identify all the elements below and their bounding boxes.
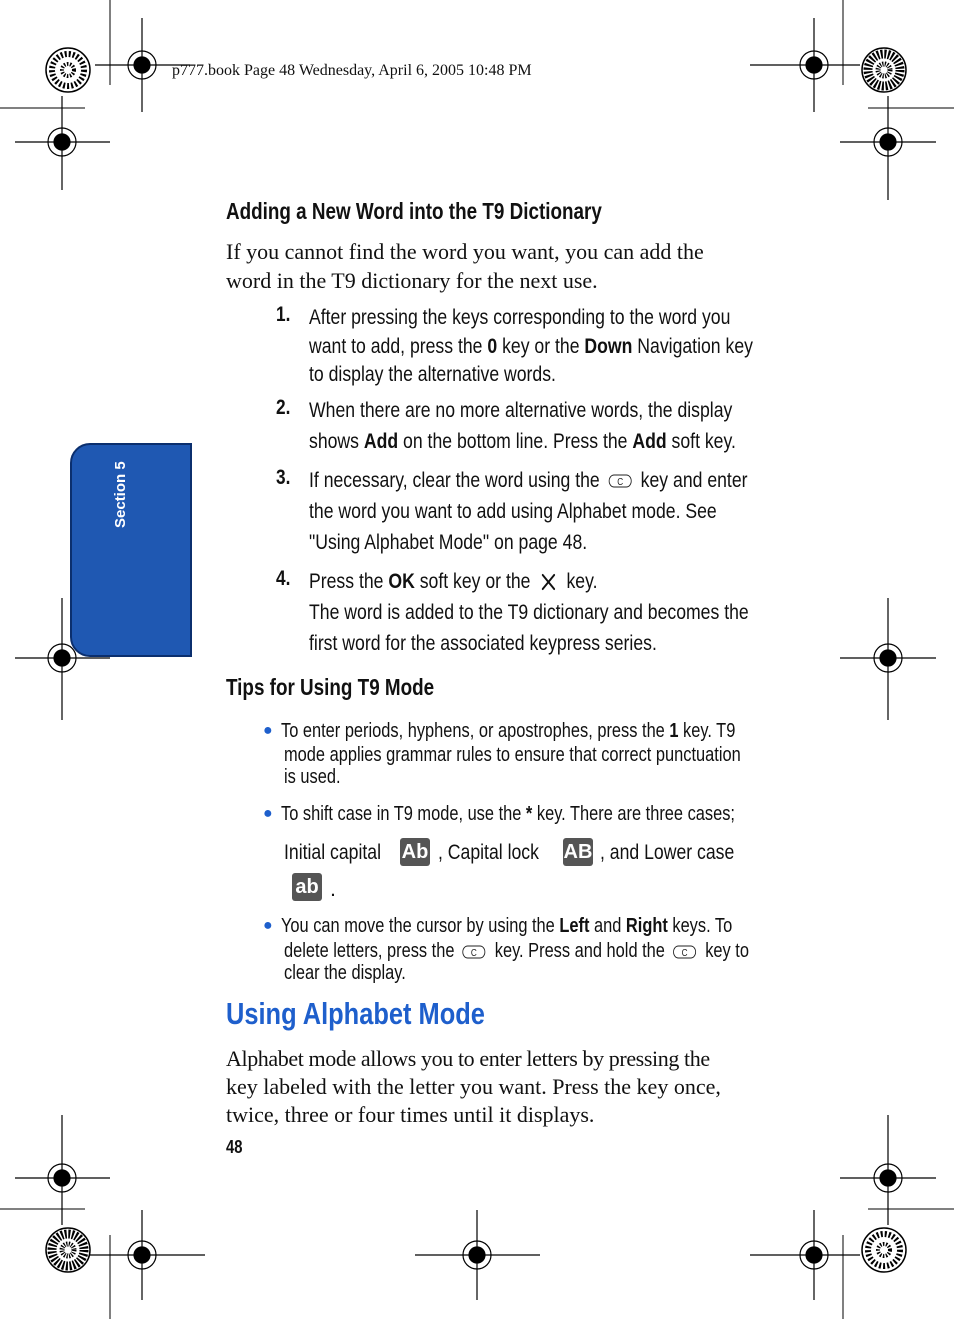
- text-run: mode applies grammar rules to ensure that correct punctuation: [284, 744, 741, 766]
- step-line: [309, 426, 736, 456]
- text-run: Press the: [309, 569, 389, 593]
- text-run: is used.: [284, 766, 341, 788]
- bold-term: Add: [363, 429, 399, 453]
- tip-line: [284, 744, 741, 767]
- step-line: [309, 566, 598, 596]
- text-run: "Using Alphabet Mode" on page 48.: [309, 530, 588, 554]
- heading-add-word: Adding a New Word into the T9 Dictionary: [226, 198, 602, 224]
- text-run: shows: [309, 429, 364, 453]
- case-lock-label: , Capital lock: [438, 840, 539, 864]
- text-run: and: [589, 915, 626, 937]
- text-run: Navigation key: [632, 334, 753, 358]
- text-run: clear the display.: [284, 962, 406, 984]
- heading-alphabet-mode: Using Alphabet Mode: [226, 996, 485, 1031]
- case-initial-label: Initial capital: [284, 840, 382, 864]
- step-number: 4.: [276, 567, 291, 590]
- step-line: [309, 527, 587, 557]
- text-run: To shift case in T9 mode, use the: [281, 803, 526, 825]
- tip-line: [281, 803, 735, 826]
- text-run: key. Press and hold the: [490, 940, 670, 962]
- svg-text:C: C: [616, 476, 623, 488]
- capital-lock-icon: AB: [563, 838, 593, 866]
- case-lower-label: , and Lower case: [600, 840, 735, 864]
- step-line: [309, 331, 753, 361]
- alphabet-body-3: twice, three or four times until it displays.: [226, 1102, 595, 1127]
- tip-line: [284, 962, 406, 985]
- step-line: [309, 597, 749, 627]
- bold-term: Down: [584, 334, 633, 358]
- bullet-icon: ●: [263, 917, 273, 934]
- ok-key-icon: [539, 571, 559, 593]
- alphabet-body-2: key labeled with the letter you want. Press the key once,: [226, 1074, 721, 1099]
- bullet-icon: ●: [263, 805, 273, 822]
- text-run: key.: [561, 569, 598, 593]
- text-run: key and enter: [635, 468, 748, 492]
- step-number: 3.: [276, 466, 291, 489]
- tip-line: [281, 915, 732, 938]
- text-run: key. T9: [678, 720, 736, 742]
- text-run: When there are no more alternative words, the display: [309, 398, 733, 422]
- clear-key-icon: [673, 944, 698, 960]
- svg-text:C: C: [471, 946, 478, 958]
- text-run: key. There are three cases;: [532, 803, 735, 825]
- bold-term: *: [525, 803, 533, 825]
- text-run: The word is added to the T9 dictionary and becomes the: [309, 600, 749, 624]
- text-run: delete letters, press the: [284, 940, 460, 962]
- step-number: 2.: [276, 396, 291, 419]
- print-header: p777.book Page 48 Wednesday, April 6, 2005 10:48 PM: [172, 62, 532, 79]
- clear-key-icon: [608, 473, 633, 489]
- step-line: [309, 359, 556, 389]
- step-line: [309, 302, 730, 332]
- text-run: first word for the associated keypress series.: [309, 631, 657, 655]
- bold-term: 1: [669, 720, 679, 742]
- intro-line-1: If you cannot find the word you want, you can add the: [226, 239, 704, 264]
- text-run: key or the: [497, 334, 585, 358]
- text-run: soft key.: [666, 429, 736, 453]
- alphabet-body-1: Alphabet mode allows you to enter letters by pressing the: [226, 1046, 710, 1071]
- text-run: You can move the cursor by using the: [281, 915, 560, 937]
- clear-key-icon: [462, 944, 487, 960]
- bullet-icon: ●: [263, 722, 273, 739]
- heading-tips: Tips for Using T9 Mode: [226, 674, 435, 700]
- bold-term: Add: [632, 429, 667, 453]
- tip-line: [284, 940, 749, 963]
- tip-line: [284, 766, 341, 789]
- step-number: 1.: [276, 303, 291, 326]
- svg-text:C: C: [681, 946, 688, 958]
- lower-case-icon: ab: [292, 873, 322, 901]
- case-period: .: [330, 877, 336, 901]
- step-line: [309, 465, 748, 495]
- bold-term: OK: [388, 569, 415, 593]
- bold-term: Right: [625, 915, 668, 937]
- text-run: soft key or the: [414, 569, 536, 593]
- text-run: If necessary, clear the word using the: [309, 468, 605, 492]
- initial-capital-icon: Ab: [400, 838, 430, 866]
- step-line: [309, 628, 657, 658]
- text-run: want to add, press the: [309, 334, 488, 358]
- step-line: [309, 395, 732, 425]
- tip-line: [281, 720, 735, 743]
- bold-term: 0: [487, 334, 498, 358]
- page-number: 48: [226, 1137, 243, 1157]
- text-run: to display the alternative words.: [309, 362, 556, 386]
- text-run: on the bottom line. Press the: [398, 429, 633, 453]
- step-line: [309, 496, 717, 526]
- bold-term: Left: [559, 915, 590, 937]
- text-run: the word you want to add using Alphabet mode. See: [309, 499, 717, 523]
- text-run: To enter periods, hyphens, or apostrophes, press the: [281, 720, 670, 742]
- text-run: keys. To: [667, 915, 733, 937]
- side-tab-label: Section 5: [112, 461, 129, 528]
- text-run: After pressing the keys corresponding to the word you: [309, 305, 731, 329]
- intro-line-2: word in the T9 dictionary for the next use.: [226, 268, 598, 293]
- text-run: key to: [700, 940, 749, 962]
